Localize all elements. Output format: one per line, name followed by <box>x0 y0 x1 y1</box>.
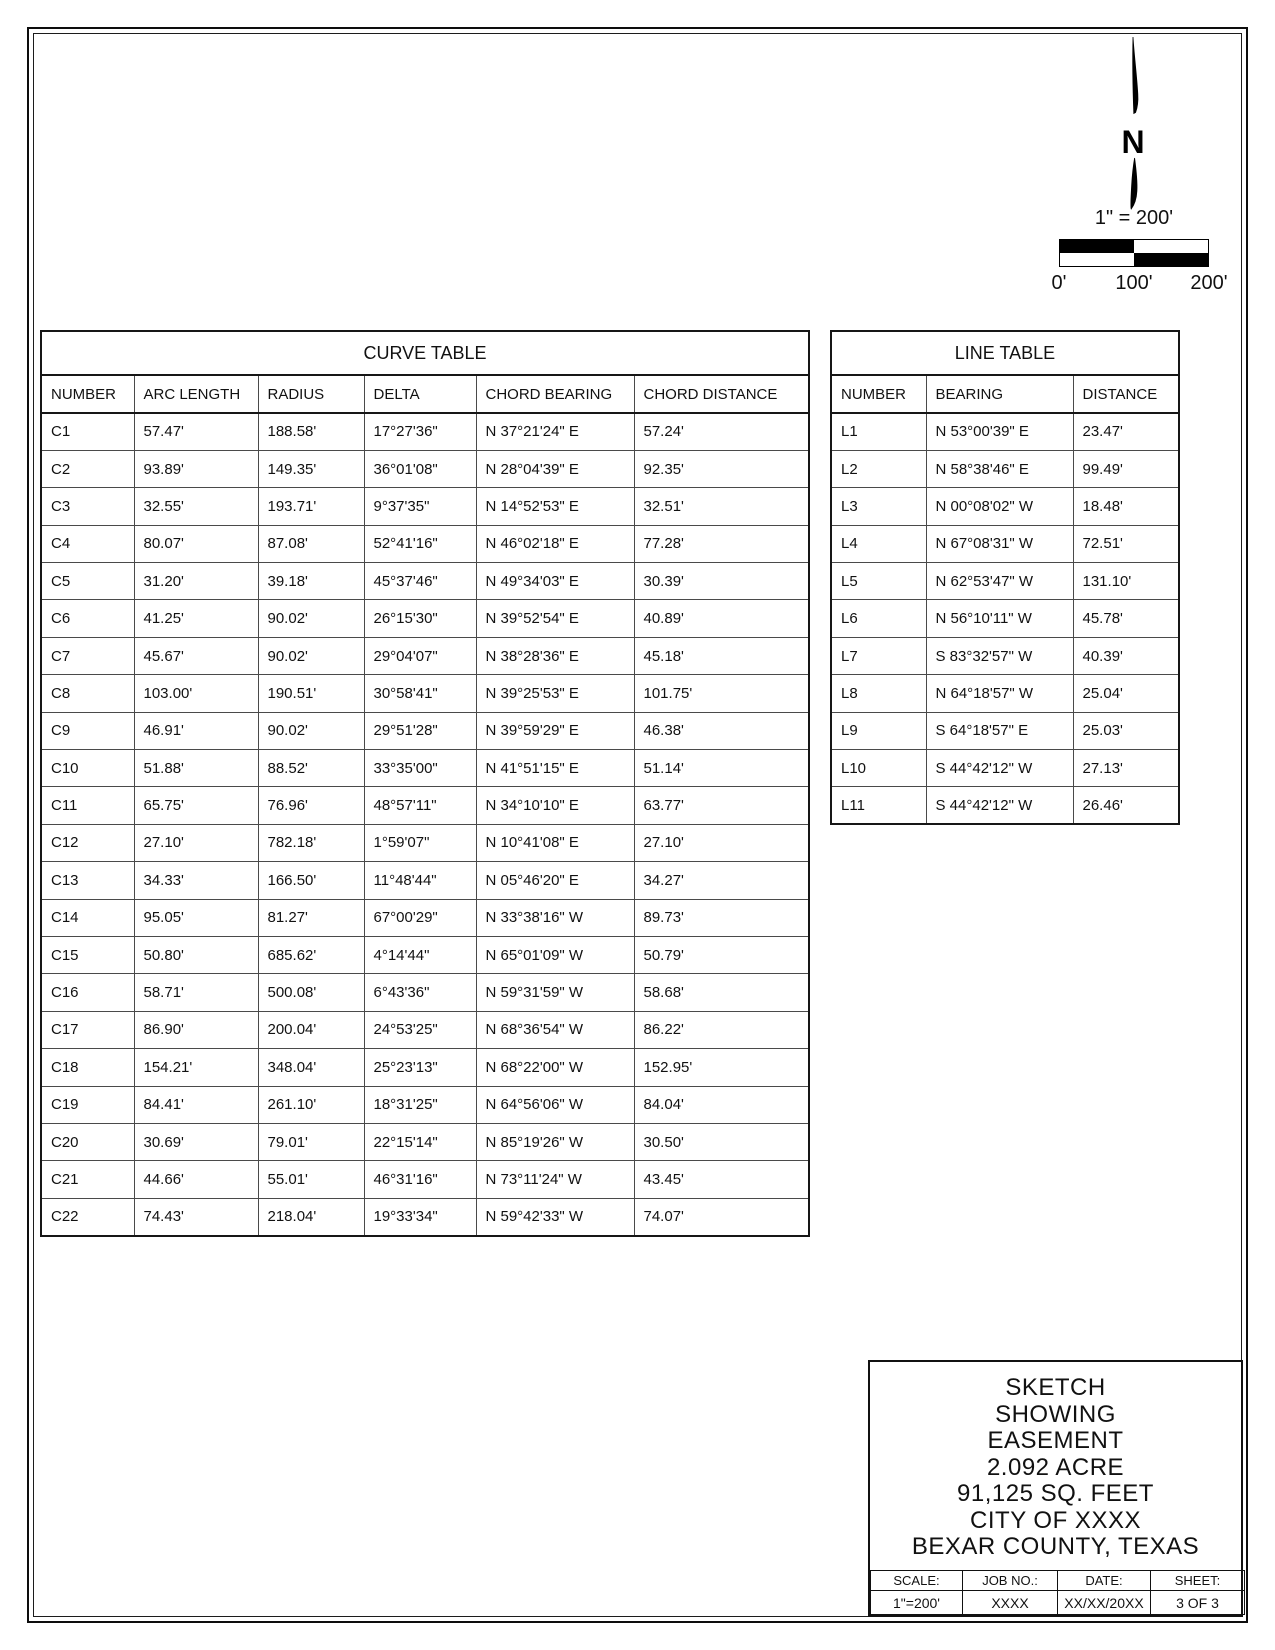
table-row <box>41 1086 809 1123</box>
cell: 89.73' <box>634 899 809 936</box>
cell: 27.13' <box>1073 750 1179 787</box>
table-row <box>831 413 1179 450</box>
cell: N 10°41'08" E <box>476 824 634 861</box>
cell: C7 <box>41 637 134 674</box>
cell: 46.91' <box>134 712 258 749</box>
cell: 131.10' <box>1073 563 1179 600</box>
cell: 23.47' <box>1073 413 1179 450</box>
cell: 67°00'29" <box>364 899 476 936</box>
cell: 32.51' <box>634 488 809 525</box>
cell: 81.27' <box>258 899 364 936</box>
cell: 152.95' <box>634 1049 809 1086</box>
column-header: DELTA <box>364 375 476 413</box>
cell: 1°59'07" <box>364 824 476 861</box>
cell: L10 <box>831 750 926 787</box>
cell: 19°33'34" <box>364 1198 476 1235</box>
cell: L4 <box>831 525 926 562</box>
cell: 51.88' <box>134 750 258 787</box>
cell: N 53°00'39" E <box>926 413 1073 450</box>
cell: C13 <box>41 862 134 899</box>
cell: 84.41' <box>134 1086 258 1123</box>
cell: 18.48' <box>1073 488 1179 525</box>
cell: N 56°10'11" W <box>926 600 1073 637</box>
cell: 45.18' <box>634 637 809 674</box>
cell: 17°27'36" <box>364 413 476 450</box>
cell: 93.89' <box>134 450 258 487</box>
scale-text: 1" = 200' <box>1094 207 1174 229</box>
curve-table <box>40 330 810 1237</box>
cell: 40.89' <box>634 600 809 637</box>
table-row <box>41 1161 809 1198</box>
field-value: XX/XX/20XX <box>1058 1591 1151 1615</box>
cell: C8 <box>41 675 134 712</box>
scale-bar-black-segment <box>1134 253 1208 266</box>
cell: C2 <box>41 450 134 487</box>
table-row <box>41 1049 809 1086</box>
cell: 45°37'46" <box>364 563 476 600</box>
column-header: BEARING <box>926 375 1073 413</box>
cell: C22 <box>41 1198 134 1235</box>
cell: N 39°25'53" E <box>476 675 634 712</box>
cell: 218.04' <box>258 1198 364 1235</box>
title-block-text <box>870 1362 1241 1570</box>
table-row <box>831 712 1179 749</box>
column-header: CHORD DISTANCE <box>634 375 809 413</box>
cell: L5 <box>831 563 926 600</box>
cell: 50.80' <box>134 936 258 973</box>
cell: N 68°22'00" W <box>476 1049 634 1086</box>
cell: 46°31'16" <box>364 1161 476 1198</box>
title-block-fields <box>870 1570 1245 1615</box>
scale-tick-label: 0' <box>1051 272 1067 294</box>
cell: 50.79' <box>634 936 809 973</box>
cell: C6 <box>41 600 134 637</box>
cell: 30°58'41" <box>364 675 476 712</box>
cell: 84.04' <box>634 1086 809 1123</box>
north-arrow-icon <box>1100 36 1166 218</box>
cell: 18°31'25" <box>364 1086 476 1123</box>
cell: 149.35' <box>258 450 364 487</box>
table-row <box>831 750 1179 787</box>
cell: N 33°38'16" W <box>476 899 634 936</box>
table-row <box>41 712 809 749</box>
cell: N 64°18'57" W <box>926 675 1073 712</box>
cell: 29°51'28" <box>364 712 476 749</box>
field-value: 1"=200' <box>871 1591 963 1615</box>
cell: 30.39' <box>634 563 809 600</box>
cell: 782.18' <box>258 824 364 861</box>
cell: 48°57'11" <box>364 787 476 824</box>
table-row <box>831 787 1179 824</box>
table-row <box>41 787 809 824</box>
cell: C19 <box>41 1086 134 1123</box>
cell: 25°23'13" <box>364 1049 476 1086</box>
cell: 193.71' <box>258 488 364 525</box>
cell: 9°37'35" <box>364 488 476 525</box>
cell: 4°14'44" <box>364 936 476 973</box>
cell: N 85°19'26" W <box>476 1123 634 1160</box>
cell: 55.01' <box>258 1161 364 1198</box>
table-row <box>41 450 809 487</box>
cell: 57.47' <box>134 413 258 450</box>
cell: 348.04' <box>258 1049 364 1086</box>
cell: 58.68' <box>634 974 809 1011</box>
cell: 76.96' <box>258 787 364 824</box>
cell: 103.00' <box>134 675 258 712</box>
cell: S 83°32'57" W <box>926 637 1073 674</box>
table-row <box>41 1011 809 1048</box>
cell: C15 <box>41 936 134 973</box>
cell: 90.02' <box>258 600 364 637</box>
cell: 166.50' <box>258 862 364 899</box>
cell: 99.49' <box>1073 450 1179 487</box>
cell: C9 <box>41 712 134 749</box>
cell: N 59°42'33" W <box>476 1198 634 1235</box>
table-row <box>41 824 809 861</box>
table-row <box>41 488 809 525</box>
table-row <box>41 525 809 562</box>
table-row <box>41 563 809 600</box>
cell: 86.22' <box>634 1011 809 1048</box>
cell: C11 <box>41 787 134 824</box>
column-header: ARC LENGTH <box>134 375 258 413</box>
cell: 25.03' <box>1073 712 1179 749</box>
cell: N 05°46'20" E <box>476 862 634 899</box>
cell: 95.05' <box>134 899 258 936</box>
cell: C17 <box>41 1011 134 1048</box>
cell: N 34°10'10" E <box>476 787 634 824</box>
cell: 26.46' <box>1073 787 1179 824</box>
table-row <box>831 563 1179 600</box>
cell: 26°15'30" <box>364 600 476 637</box>
table-title: CURVE TABLE <box>41 331 809 375</box>
cell: 52°41'16" <box>364 525 476 562</box>
cell: C18 <box>41 1049 134 1086</box>
cell: 43.45' <box>634 1161 809 1198</box>
cell: L8 <box>831 675 926 712</box>
table-row <box>41 862 809 899</box>
field-label: JOB NO.: <box>963 1571 1058 1591</box>
table-row <box>41 750 809 787</box>
table-row <box>41 675 809 712</box>
table-title: LINE TABLE <box>831 331 1179 375</box>
cell: C12 <box>41 824 134 861</box>
cell: 87.08' <box>258 525 364 562</box>
cell: 44.66' <box>134 1161 258 1198</box>
cell: 58.71' <box>134 974 258 1011</box>
cell: 74.43' <box>134 1198 258 1235</box>
cell: 31.20' <box>134 563 258 600</box>
field-value: XXXX <box>963 1591 1058 1615</box>
line-table <box>830 330 1180 825</box>
table-row <box>41 1198 809 1235</box>
cell: 685.62' <box>258 936 364 973</box>
cell: N 73°11'24" W <box>476 1161 634 1198</box>
cell: N 49°34'03" E <box>476 563 634 600</box>
cell: 80.07' <box>134 525 258 562</box>
scale-bar <box>1059 239 1209 267</box>
cell: 30.69' <box>134 1123 258 1160</box>
cell: 39.18' <box>258 563 364 600</box>
field-label: SHEET: <box>1151 1571 1245 1591</box>
title-block-line: SKETCH <box>1005 1374 1106 1401</box>
cell: 46.38' <box>634 712 809 749</box>
cell: 90.02' <box>258 637 364 674</box>
title-block-line: CITY OF XXXX <box>970 1506 1141 1534</box>
cell: N 39°59'29" E <box>476 712 634 749</box>
cell: 24°53'25" <box>364 1011 476 1048</box>
cell: 92.35' <box>634 450 809 487</box>
cell: S 44°42'12" W <box>926 787 1073 824</box>
cell: 33°35'00" <box>364 750 476 787</box>
cell: 41.25' <box>134 600 258 637</box>
cell: N 37°21'24" E <box>476 413 634 450</box>
cell: N 28°04'39" E <box>476 450 634 487</box>
title-block <box>868 1360 1243 1617</box>
table-row <box>41 600 809 637</box>
title-block-line: 2.092 ACRE <box>986 1453 1125 1481</box>
cell: 188.58' <box>258 413 364 450</box>
cell: 34.27' <box>634 862 809 899</box>
cell: 45.78' <box>1073 600 1179 637</box>
field-label: DATE: <box>1058 1571 1151 1591</box>
table-row <box>831 600 1179 637</box>
cell: 200.04' <box>258 1011 364 1048</box>
cell: 77.28' <box>634 525 809 562</box>
table-row <box>41 413 809 450</box>
title-block-line: BEXAR COUNTY, TEXAS <box>911 1533 1200 1560</box>
column-header: CHORD BEARING <box>476 375 634 413</box>
cell: 63.77' <box>634 787 809 824</box>
cell: L6 <box>831 600 926 637</box>
cell: N 62°53'47" W <box>926 563 1073 600</box>
cell: N 59°31'59" W <box>476 974 634 1011</box>
table-row <box>41 637 809 674</box>
field-label: SCALE: <box>871 1571 963 1591</box>
cell: 190.51' <box>258 675 364 712</box>
cell: 261.10' <box>258 1086 364 1123</box>
cell: C21 <box>41 1161 134 1198</box>
table-row <box>831 488 1179 525</box>
cell: 11°48'44" <box>364 862 476 899</box>
table-row <box>831 637 1179 674</box>
cell: 154.21' <box>134 1049 258 1086</box>
cell: 40.39' <box>1073 637 1179 674</box>
cell: 57.24' <box>634 413 809 450</box>
table-row <box>41 899 809 936</box>
table-row <box>831 525 1179 562</box>
column-header: DISTANCE <box>1073 375 1179 413</box>
column-header: RADIUS <box>258 375 364 413</box>
cell: N 58°38'46" E <box>926 450 1073 487</box>
cell: L2 <box>831 450 926 487</box>
cell: 90.02' <box>258 712 364 749</box>
cell: N 67°08'31" W <box>926 525 1073 562</box>
cell: N 41°51'15" E <box>476 750 634 787</box>
scale-bar-black-segment <box>1060 240 1134 253</box>
title-block-line: 91,125 SQ. FEET <box>957 1480 1154 1507</box>
cell: 25.04' <box>1073 675 1179 712</box>
cell: 29°04'07" <box>364 637 476 674</box>
cell: 51.14' <box>634 750 809 787</box>
cell: 65.75' <box>134 787 258 824</box>
cell: C10 <box>41 750 134 787</box>
cell: 34.33' <box>134 862 258 899</box>
cell: N 64°56'06" W <box>476 1086 634 1123</box>
field-value: 3 OF 3 <box>1151 1591 1245 1615</box>
cell: 86.90' <box>134 1011 258 1048</box>
cell: 72.51' <box>1073 525 1179 562</box>
column-header: NUMBER <box>831 375 926 413</box>
cell: 22°15'14" <box>364 1123 476 1160</box>
cell: 74.07' <box>634 1198 809 1235</box>
scale-tick-label: 200' <box>1190 272 1228 294</box>
cell: 32.55' <box>134 488 258 525</box>
cell: C4 <box>41 525 134 562</box>
cell: C5 <box>41 563 134 600</box>
cell: L3 <box>831 488 926 525</box>
cell: L7 <box>831 637 926 674</box>
cell: 101.75' <box>634 675 809 712</box>
column-header: NUMBER <box>41 375 134 413</box>
cell: N 68°36'54" W <box>476 1011 634 1048</box>
table-row <box>831 450 1179 487</box>
title-block-line: SHOWING <box>995 1400 1116 1428</box>
scale-tick-label: 100' <box>1115 272 1153 294</box>
cell: 27.10' <box>634 824 809 861</box>
cell: S 44°42'12" W <box>926 750 1073 787</box>
cell: C1 <box>41 413 134 450</box>
cell: L11 <box>831 787 926 824</box>
cell: 88.52' <box>258 750 364 787</box>
cell: 500.08' <box>258 974 364 1011</box>
cell: N 00°08'02" W <box>926 488 1073 525</box>
cell: N 39°52'54" E <box>476 600 634 637</box>
table-row <box>41 1123 809 1160</box>
cell: C16 <box>41 974 134 1011</box>
cell: 6°43'36" <box>364 974 476 1011</box>
cell: 36°01'08" <box>364 450 476 487</box>
cell: L1 <box>831 413 926 450</box>
cell: 30.50' <box>634 1123 809 1160</box>
cell: N 14°52'53" E <box>476 488 634 525</box>
cell: 27.10' <box>134 824 258 861</box>
cell: C20 <box>41 1123 134 1160</box>
cell: N 46°02'18" E <box>476 525 634 562</box>
cell: N 38°28'36" E <box>476 637 634 674</box>
cell: C3 <box>41 488 134 525</box>
north-label: N <box>1121 124 1145 160</box>
table-row <box>831 675 1179 712</box>
table-row <box>41 974 809 1011</box>
table-row <box>41 936 809 973</box>
title-block-line: EASEMENT <box>987 1427 1124 1454</box>
cell: L9 <box>831 712 926 749</box>
cell: 79.01' <box>258 1123 364 1160</box>
cell: S 64°18'57" E <box>926 712 1073 749</box>
cell: 45.67' <box>134 637 258 674</box>
cell: N 65°01'09" W <box>476 936 634 973</box>
cell: C14 <box>41 899 134 936</box>
